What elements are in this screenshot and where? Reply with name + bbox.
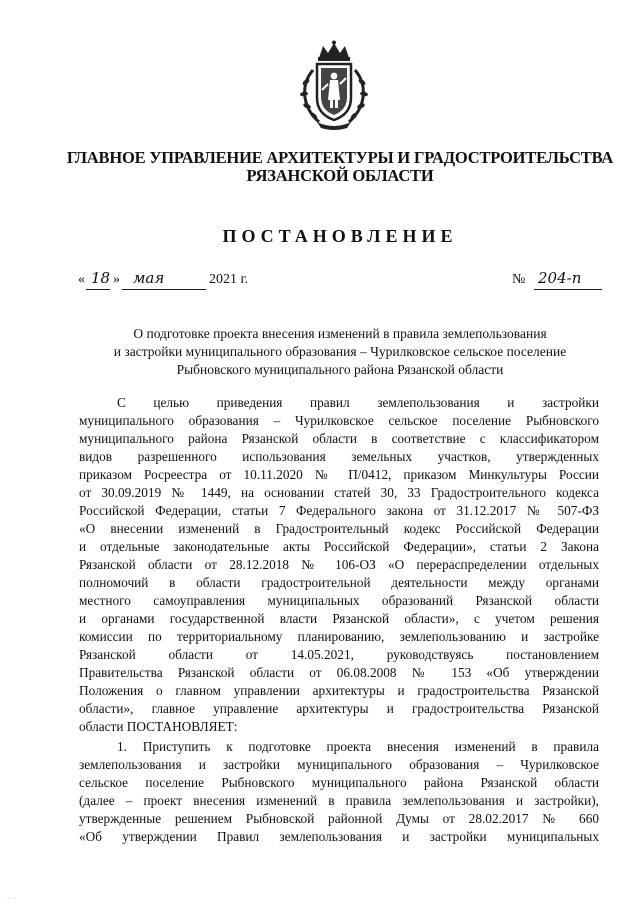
body-line: Рязанской области от 14.05.2021, руководствуясь постановлением — [79, 647, 599, 662]
body-line: видов разрешенного использования земельных участков, утвержденных — [79, 449, 599, 464]
body-line: полномочий в области градостроительной деятельности между органами — [79, 575, 599, 590]
body-line: области ПОСТАНОВЛЯЕТ: — [79, 719, 238, 734]
body-line: Правительства Рязанской области от 06.08.2008 № 153 «Об утверждении — [79, 665, 599, 680]
body-line: Российской Федерации, статьи 7 Федерального закона от 31.12.2017 № 507-ФЗ — [79, 503, 599, 518]
body-line: и органами государственной власти Рязанской области», с учетом решения — [79, 611, 599, 626]
body-line: муниципального образования – Чурилковское сельское поселение Рыбновского — [79, 413, 599, 428]
date-day-underline — [86, 289, 110, 290]
document-number: 204-п — [538, 269, 582, 287]
body-line: Положения о главном управлении архитектуры и градостроительства Рязанской — [79, 683, 599, 698]
ryazan-coat-of-arms-icon — [297, 40, 371, 132]
date-close-quote: » — [113, 272, 120, 287]
date-day: 18 — [91, 269, 111, 287]
body-line: комиссии по территориальному планированию, землепользованию и застройке — [79, 629, 599, 644]
number-underline — [534, 289, 602, 290]
date-open-quote: « — [78, 272, 85, 287]
body-line: местного самоуправления муниципальных образований Рязанской области — [79, 593, 599, 608]
clause-1-line: «Об утверждении Правил землепользования и застройки муниципальных — [79, 829, 599, 844]
body-line: приказом Росреестра от 10.11.2020 № П/0412, приказом Минкультуры России — [79, 467, 599, 482]
clause-1-line: 1. Приступить к подготовке проекта внесения изменений в правила — [117, 739, 599, 754]
subject-line-3: Рыбновского муниципального района Рязанской области — [176, 362, 504, 377]
clause-1-line: (далее – проект внесения изменений в правила землепользования и застройки), — [79, 793, 599, 808]
date-month-underline — [122, 289, 206, 290]
body-line: «О внесении изменений в Градостроительный кодекс Российской Федерации — [79, 521, 599, 536]
document-type-title: ПОСТАНОВЛЕНИЕ — [222, 226, 458, 246]
clause-1-line: сельское поселение Рыбновского муниципального района Рязанской области — [79, 775, 599, 790]
subject-line-2: и застройки муниципального образования – Чурилковское сельское поселение — [113, 344, 567, 359]
organization-name: ГЛАВНОЕ УПРАВЛЕНИЕ АРХИТЕКТУРЫ И ГРАДОСТРОИТЕЛЬСТВА — [66, 148, 614, 167]
scan-marks: · · · · — [4, 896, 17, 902]
body-line: муниципального района Рязанской области в соответствие с классификатором — [79, 431, 599, 446]
organization-region: РЯЗАНСКОЙ ОБЛАСТИ — [246, 166, 434, 185]
body-line: области», главное управление архитектуры и градостроительства Рязанской — [79, 701, 599, 716]
body-line: от 30.09.2019 № 1449, на основании статей 30, 33 Градостроительного кодекса — [79, 485, 599, 500]
clause-1-line: землепользования и застройки муниципального образования – Чурилковское — [79, 757, 599, 772]
date-month: мая — [133, 269, 165, 287]
body-line: Рязанской области от 28.12.2018 № 106-ОЗ «О перераспределении отдельных — [79, 557, 599, 572]
body-line: С целью приведения правил землепользования и застройки — [117, 395, 599, 410]
clause-1-line: утвержденные решением Рыбновской районной Думы от 28.02.2017 № 660 — [79, 811, 599, 826]
subject-line-1: О подготовке проекта внесения изменений в правила землепользования — [133, 326, 547, 341]
number-sign: № — [512, 272, 526, 287]
body-line: и отдельные законодательные акты Российской Федерации», статьи 2 Закона — [79, 539, 599, 554]
date-year: 2021 г. — [209, 272, 249, 287]
